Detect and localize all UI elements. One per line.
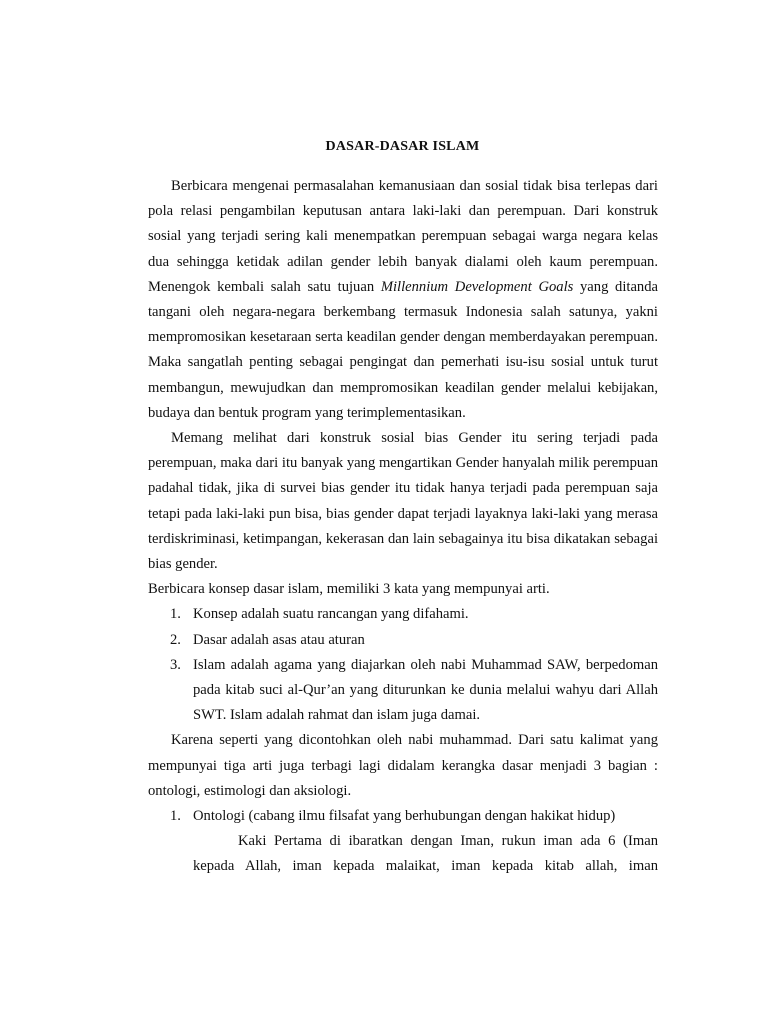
paragraph-gender-bias: Memang melihat dari konstruk sosial bias Gender itu sering terjadi pada perempuan, maka dari itu banyak yang mengartikan Gender hanyalah milik perempuan padahal tidak, jika di survei bias gender itu tidak hanya terjadi pada perempuan saja tetapi pada laki-laki pun bisa, bias gender dapat terjadi layaknya laki-laki yang merasa terdiskriminasi, ketimpangan, kekerasan dan lain sebagainya itu bisa dikatakan sebagai bias gender. xyxy=(148,430,658,573)
paragraph-kerangka-dasar: Karena seperti yang dicontohkan oleh nabi muhammad. Dari satu kalimat yang mempunyai tiga arti juga terbagi lagi didalam kerangka dasar menjadi 3 bagian : ontologi, estimologi dan aksiologi. xyxy=(148,732,658,799)
list-item-number: 1. xyxy=(170,606,181,623)
list-item xyxy=(148,628,658,653)
paragraph-konsep-dasar: Berbicara konsep dasar islam, memiliki 3 kata yang mempunyai arti. xyxy=(148,581,550,598)
list-item-text: Ontologi (cabang ilmu filsafat yang berhubungan dengan hakikat hidup) xyxy=(193,808,616,825)
list-kerangka-dasar xyxy=(148,804,658,829)
paragraph-intro-text-2: yang ditanda tangani oleh negara-negara berkembang termasuk Indonesia salah satunya, yakni mempromosikan kesetaraan serta keadilan gender dengan memberdayakan perempuan. Maka sangatlah penting sebagai pengingat dan pemerhati isu-isu sosial untuk turut membangun, mewujudkan dan mempromosikan keadilan gender melalui kebijakan, budaya dan bentuk program yang terimplementasikan. xyxy=(148,278,658,421)
document-body xyxy=(148,174,658,880)
paragraph-kaki-pertama: Kaki Pertama di ibaratkan dengan Iman, rukun iman ada 6 (Iman kepada Allah, iman kepada malaikat, iman kepada kitab allah, iman xyxy=(193,833,658,875)
list-item-text: Konsep adalah suatu rancangan yang difahami. xyxy=(193,606,469,623)
paragraph-intro-italic: Millennium Development Goals xyxy=(380,278,574,295)
paragraph-intro xyxy=(148,174,658,426)
list-item xyxy=(148,653,658,729)
list-item xyxy=(148,602,658,627)
paragraph-intro-text-1: Berbicara mengenai permasalahan kemanusiaan dan sosial tidak bisa terlepas dari pola relasi pengambilan keputusan antara laki-laki dan perempuan. Dari konstruk sosial yang terjadi sering kali menempatkan perempuan sebagai warga negara kelas dua sehingga ketidak adilan gender lebih banyak dialami oleh kaum perempuan. Menengok kembali salah satu tujuan xyxy=(148,178,658,295)
document-title: DASAR-DASAR ISLAM xyxy=(325,139,480,154)
list-item-number: 1. xyxy=(170,808,181,825)
list-item-text: Islam adalah agama yang diajarkan oleh nabi Muhammad SAW, berpedoman pada kitab suci al-Qur’an yang diturunkan ke dunia melalui wahyu dari Allah SWT. Islam adalah rahmat dan islam juga damai. xyxy=(193,656,658,724)
list-item-number: 3. xyxy=(170,656,181,673)
list-item xyxy=(148,804,658,829)
list-item-number: 2. xyxy=(170,631,181,648)
list-item-text: Dasar adalah asas atau aturan xyxy=(193,631,365,648)
list-arti-kata xyxy=(148,602,658,728)
